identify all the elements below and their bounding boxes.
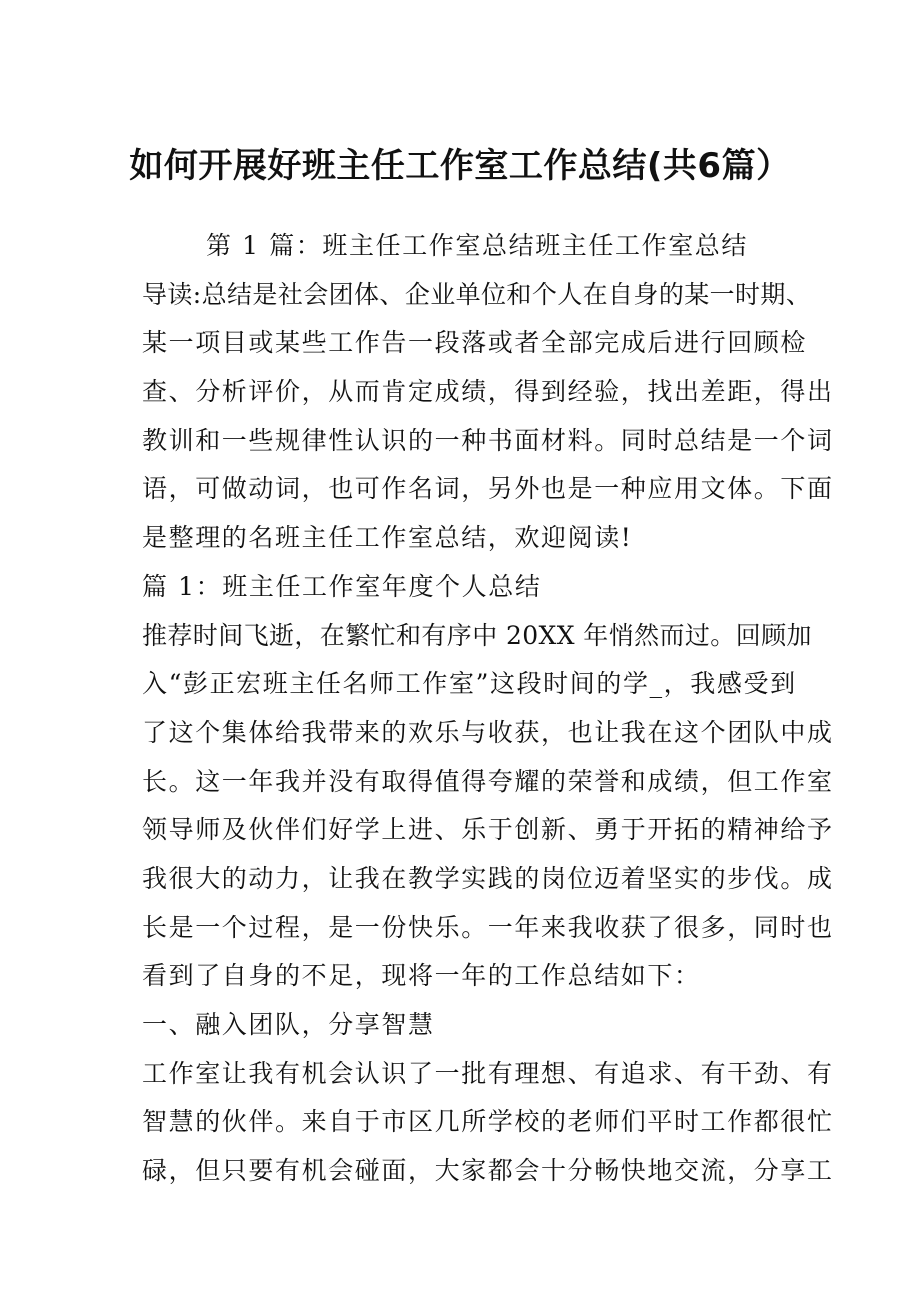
paragraph-line: 某一项目或某些工作告一段落或者全部完成后进行回顾检 <box>142 328 808 358</box>
chapter-heading: 第 1 篇：班主任工作室总结班主任工作室总结 <box>206 231 749 260</box>
paragraph-line: 导读:总结是社会团体、企业单位和个人在自身的某一时期、 <box>142 279 812 309</box>
paragraph-line: 看到了自身的不足，现将一年的工作总结如下： <box>142 961 701 991</box>
paragraph-line: 查、分析评价，从而肯定成绩，得到经验，找出差距，得出 <box>142 377 834 407</box>
paragraph-line: 长是一个过程，是一份快乐。一年来我收获了很多，同时也 <box>142 912 834 942</box>
paragraph-line: 入“彭正宏班主任名师工作室”这段时间的学_，我感受到 <box>142 669 797 699</box>
paragraph-line: 领导师及伙伴们好学上进、乐于创新、勇于开拓的精神给予 <box>142 815 834 845</box>
paragraph-line: 工作室让我有机会认识了一批有理想、有追求、有干劲、有 <box>142 1058 834 1088</box>
paragraph-line: 推荐时间飞逝，在繁忙和有序中 20XX 年悄然而过。回顾加 <box>142 620 812 650</box>
paragraph-line: 教训和一些规律性认识的一种书面材料。同时总结是一个词 <box>142 425 834 455</box>
paragraph-line: 智慧的伙伴。来自于市区几所学校的老师们平时工作都很忙 <box>142 1107 834 1137</box>
paragraph-line: 了这个集体给我带来的欢乐与收获，也让我在这个团队中成 <box>142 717 834 747</box>
paragraph-line: 是整理的名班主任工作室总结，欢迎阅读! <box>142 523 633 553</box>
paragraph-line: 我很大的动力，让我在教学实践的岗位迈着坚实的步伐。成 <box>142 863 834 893</box>
document-body <box>142 226 834 1200</box>
paragraph-line: 语，可做动词，也可作名词，另外也是一种应用文体。下面 <box>142 474 834 504</box>
document-title: 如何开展好班主任工作室工作总结(共6篇） <box>129 146 791 186</box>
paragraph-line: 碌，但只要有机会碰面，大家都会十分畅快地交流，分享工 <box>142 1156 834 1186</box>
section-heading: 篇 1：班主任工作室年度个人总结 <box>142 571 542 601</box>
paragraph-line: 长。这一年我并没有取得值得夸耀的荣誉和成绩，但工作室 <box>142 766 834 796</box>
subsection-heading: 一、融入团队，分享智慧 <box>142 1010 435 1039</box>
